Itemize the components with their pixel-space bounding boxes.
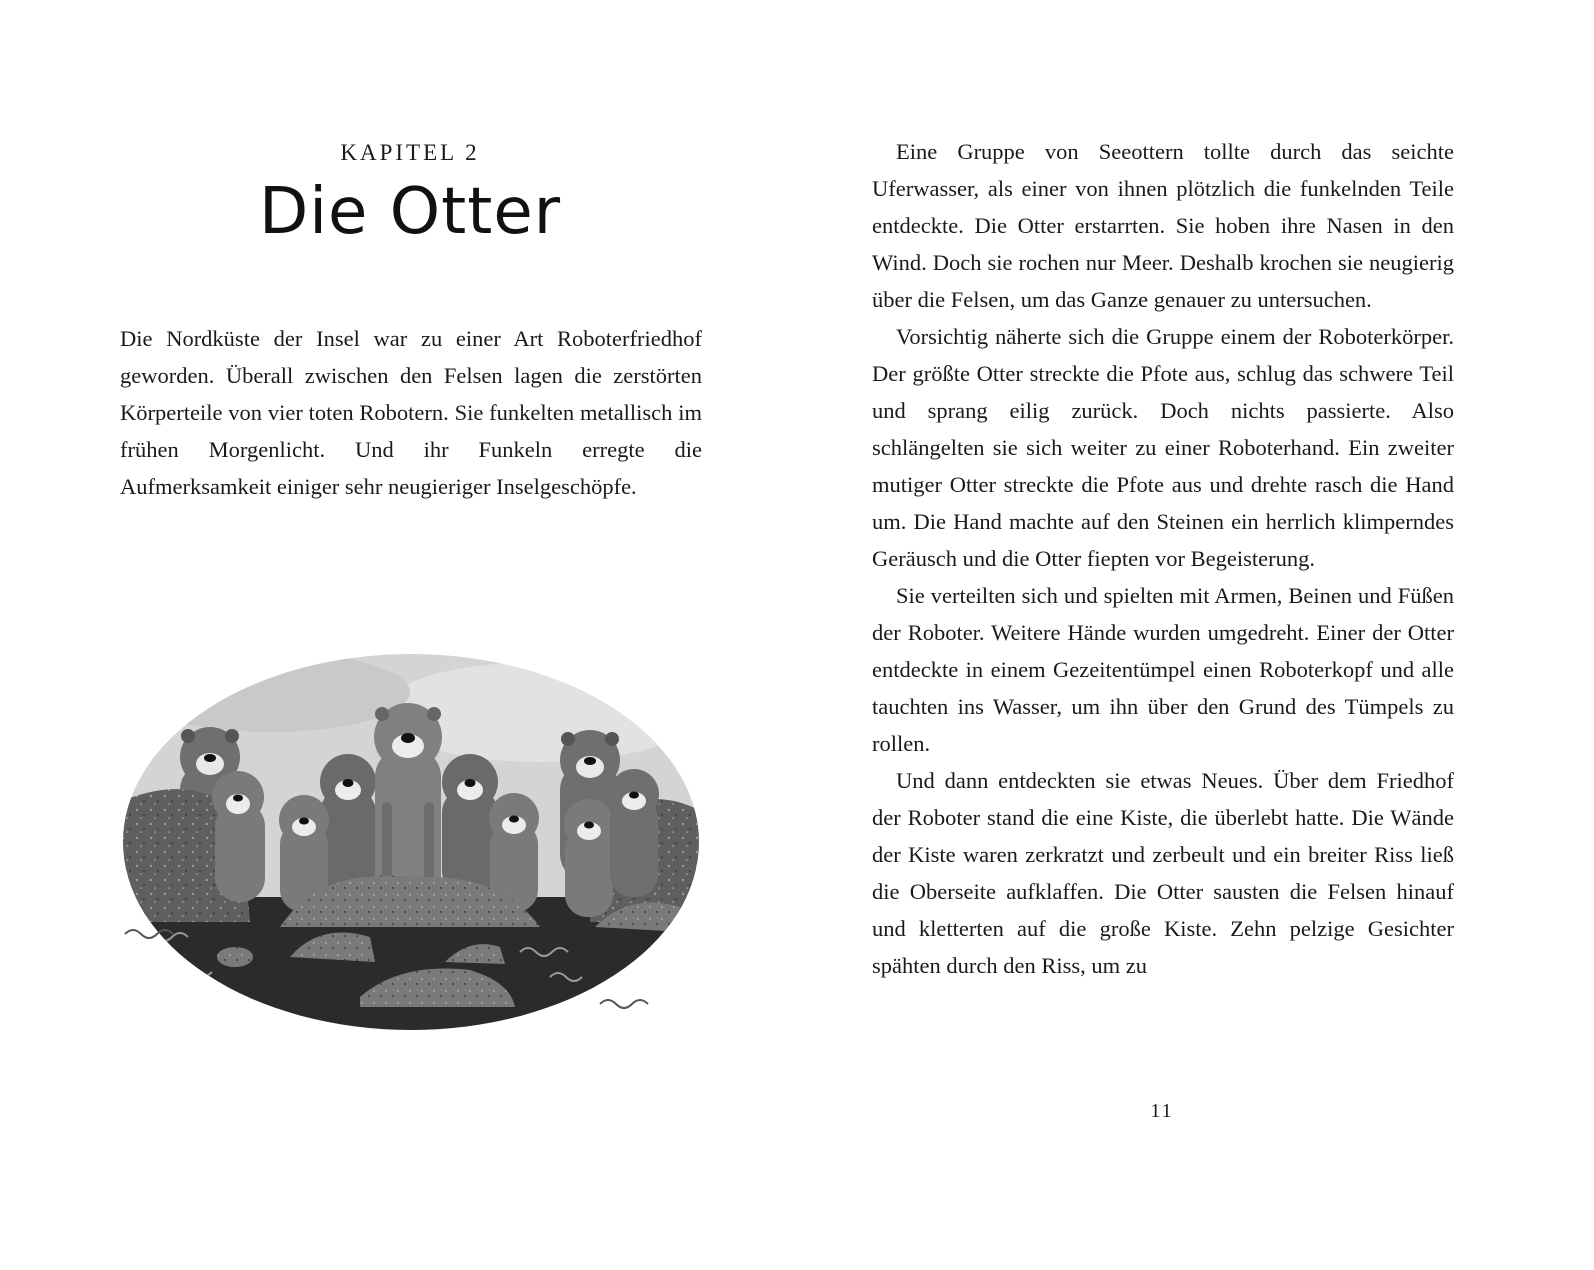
- body-text: [872, 133, 1454, 984]
- intro-paragraph: Die Nordküste der Insel war zu einer Art Roboterfriedhof geworden. Überall zwischen den Felsen lagen die zerstörten Körperteile von vier toten Robotern. Sie funkelten metallisch im frühen Morgenlicht. Und ihr Funkeln erregte die Aufmerksamkeit einiger sehr neugieriger Inselgeschöpfe.: [120, 326, 702, 499]
- page-number: 11: [1150, 1100, 1174, 1122]
- chapter-label: KAPITEL 2: [340, 140, 480, 165]
- right-page: [797, 0, 1594, 1270]
- paragraph: Eine Gruppe von Seeottern tollte durch das seichte Uferwasser, als einer von ihnen plötzlich die funkelnden Teile entdeckte. Die Otter erstarrten. Sie hoben ihre Nasen in den Wind. Doch sie rochen nur Meer. Deshalb krochen sie neugierig über die Felsen, um das Ganze genauer zu untersuchen.: [872, 139, 1454, 312]
- rock-small-left: [217, 947, 253, 967]
- chapter-title: Die Otter: [258, 175, 562, 249]
- intro-text: [120, 320, 702, 505]
- otters-illustration: [120, 652, 702, 1032]
- otter-mid-1: [212, 771, 265, 902]
- paragraph: Sie verteilten sich und spielten mit Armen, Beinen und Füßen der Roboter. Weitere Hände wurden umgedreht. Einer der Otter entdeckte in einem Gezeitentümpel einen Roboterkopf und alle tauchten ins Wasser, um ihn über den Grund des Tümpels zu rollen.: [872, 583, 1454, 756]
- paragraph: Und dann entdeckten sie etwas Neues. Über dem Friedhof der Roboter stand die eine Kiste, die überlebt hatte. Die Wände der Kiste waren zerkratzt und zerbeult und ein breiter Riss ließ die Oberseite aufklaffen. Die Otter sausten die Felsen hinauf und kletterten auf die große Kiste. Zehn pelzige Gesichter spähten durch den Riss, um zu: [872, 768, 1454, 978]
- otter-mid-3: [442, 754, 498, 897]
- paragraph: Vorsichtig näherte sich die Gruppe einem der Roboterkörper. Der größte Otter streckte die Pfote aus, schlug das schwere Teil und sprang eilig zurück. Doch nichts passierte. Also schlängelten sie sich weiter zu einer Roboterhand. Ein zweiter mutiger Otter streckte die Pfote aus und drehte rasch die Hand um. Die Hand machte auf den Steinen ein herrlich klimperndes Geräusch und die Otter fiepten vor Begeisterung.: [872, 324, 1454, 571]
- otter-mid-6: [564, 799, 614, 917]
- otter-mid-7: [609, 769, 659, 897]
- otter-mid-2: [320, 754, 376, 897]
